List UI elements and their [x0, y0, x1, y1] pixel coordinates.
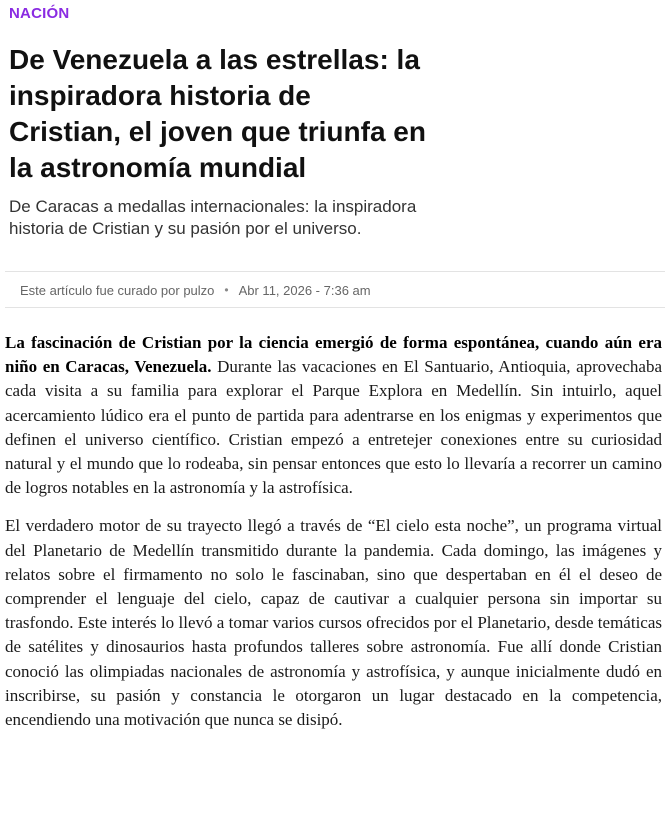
article-paragraph-1: [5, 331, 662, 500]
meta-separator: •: [224, 283, 229, 297]
paragraph-1-text: Durante las vacaciones en El Santuario, Antioquia, aprovechaba cada visita a su familia para explorar el Parque Explora en Medellín. Sin intuirlo, aquel acercamiento lúdico era el punto de partida para adentrarse en los enigmas y experimentos que definen el universo científico. Cristian empezó a entretejer conexiones entre su curiosidad natural y el mundo que lo rodeaba, sin pensar entonces que esto lo llevaría a recorrer un camino de logros notables en la astronomía y la astrofísica.: [5, 357, 662, 498]
article-meta: [20, 281, 371, 299]
meta-divider-bottom: [5, 307, 665, 308]
publish-date: Abr 11, 2026 - 7:36 am: [238, 282, 371, 298]
article-paragraph-2: El verdadero motor de su trayecto llegó a través de “El cielo esta noche”, un programa virtual del Planetario de Medellín transmitido durante la pandemia. Cada domingo, las imágenes y relatos sobre el firmamento no solo le fascinaban, sino que despertaban en él el deseo de comprender el lenguaje del cielo, capaz de cautivar a cualquier persona sin importar su trasfondo. Este interés lo llevó a tomar varios cursos ofrecidos por el Planetario, desde temáticas de satélites y dinosaurios hasta profundos talleres sobre astronomía. Fue allí donde Cristian conoció las olimpiadas nacionales de astronomía y astrofísica, y aunque inicialmente dudó en inscribirse, su pasión y constancia le otorgaron un lugar destacado en la competencia, encendiendo una motivación que nunca se disipó.: [5, 516, 662, 730]
paragraph-1-lead: La fascinación de Cristian por la ciencia emergió de forma espontánea, cuando aún era niño en Caracas, Venezuela.: [5, 333, 662, 377]
category-link[interactable]: NACIÓN: [9, 5, 70, 22]
curated-by-text: Este artículo fue curado por pulzo: [20, 282, 215, 298]
article-body: [5, 331, 662, 732]
meta-divider-top: [5, 271, 665, 272]
article-headline: De Venezuela a las estrellas: la inspiradora historia de Cristian, el joven que triunfa en la astronomía mundial: [9, 44, 426, 183]
article-subtitle: De Caracas a medallas internacionales: la inspiradora historia de Cristian y su pasión por el universo.: [9, 197, 417, 238]
